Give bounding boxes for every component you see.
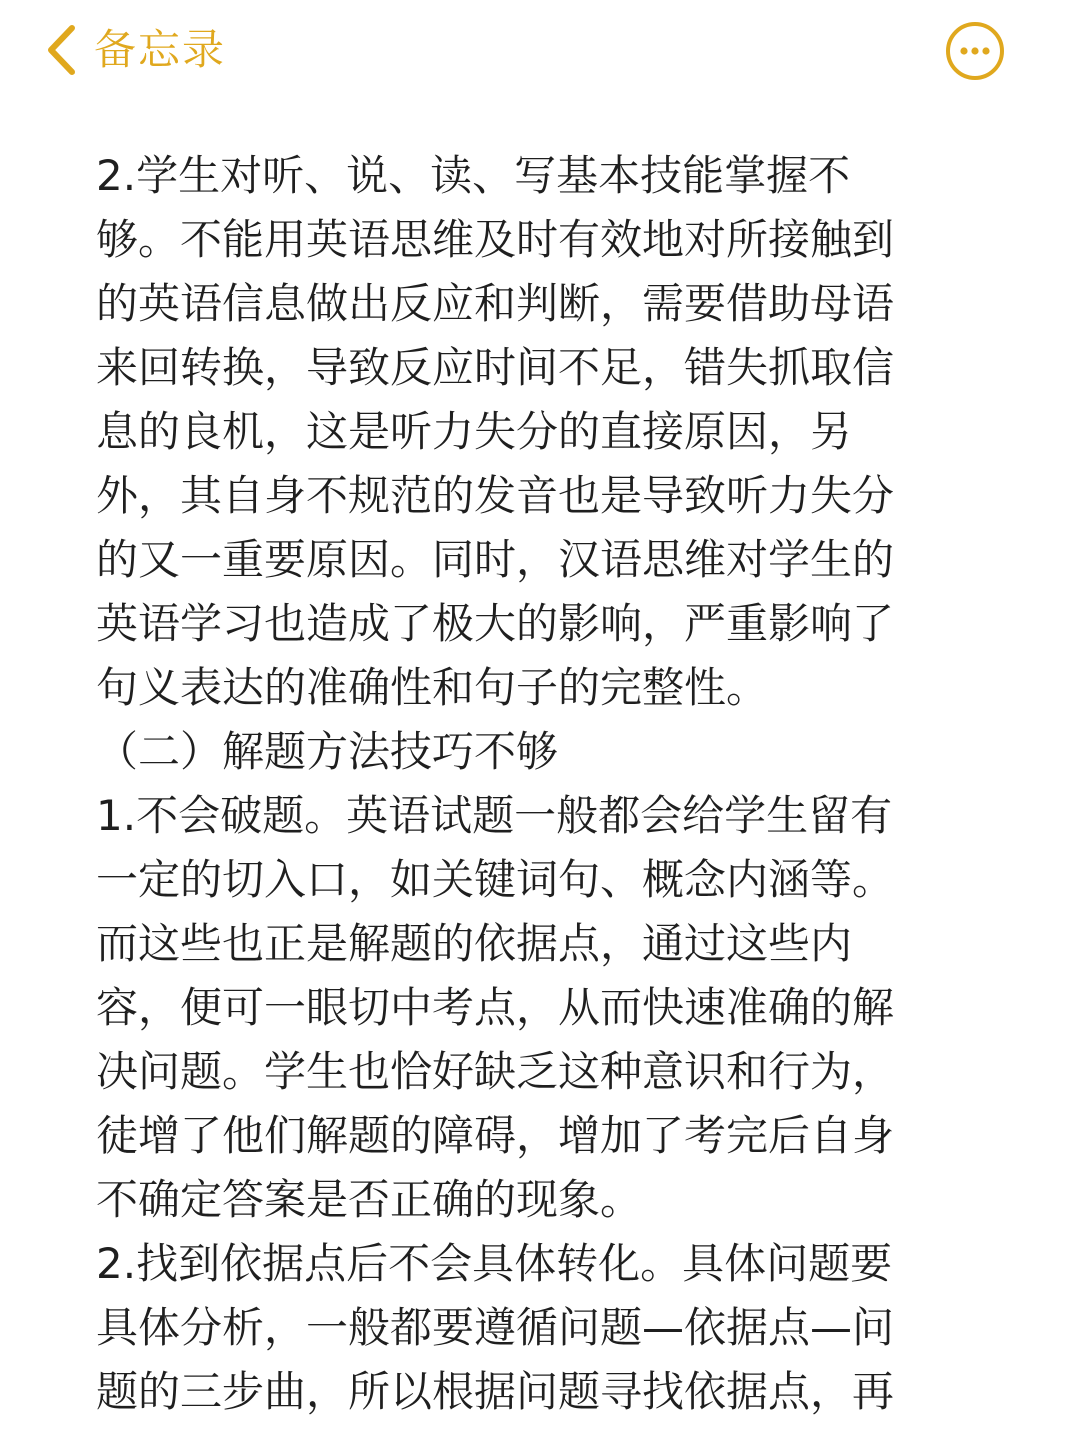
note-line: 容，便可一眼切中考点，从而快速准确的解 bbox=[96, 983, 895, 1032]
note-line: 不确定答案是否正确的现象。 bbox=[96, 1175, 643, 1224]
note-line: 英语学习也造成了极大的影响，严重影响了 bbox=[96, 599, 895, 648]
back-button[interactable] bbox=[44, 18, 226, 82]
note-line: 来回转换，导致反应时间不足，错失抓取信 bbox=[96, 343, 895, 392]
note-line: 一定的切入口，如关键词句、概念内涵等。 bbox=[96, 855, 895, 904]
note-line: 句义表达的准确性和句子的完整性。 bbox=[96, 663, 769, 712]
note-line: 而这些也正是解题的依据点，通过这些内 bbox=[96, 919, 853, 968]
note-line: 够。不能用英语思维及时有效地对所接触到 bbox=[96, 215, 895, 264]
note-line: （二）解题方法技巧不够 bbox=[96, 727, 559, 776]
note-line: 的英语信息做出反应和判断，需要借助母语 bbox=[96, 279, 895, 328]
ellipsis-circle-icon bbox=[944, 20, 1006, 82]
note-line: 决问题。学生也恰好缺乏这种意识和行为， bbox=[96, 1047, 895, 1096]
navigation-bar bbox=[0, 0, 1080, 110]
note-line: 具体分析，一般都要遵循问题—依据点—问 bbox=[96, 1303, 895, 1352]
note-content[interactable] bbox=[96, 144, 966, 1424]
note-line: 2.学生对听、说、读、写基本技能掌握不 bbox=[96, 151, 851, 200]
note-line: 外，其自身不规范的发音也是导致听力失分 bbox=[96, 471, 895, 520]
note-line: 的又一重要原因。同时，汉语思维对学生的 bbox=[96, 535, 895, 584]
back-label: 备忘录 bbox=[94, 25, 227, 74]
note-line: 2.找到依据点后不会具体转化。具体问题要 bbox=[96, 1239, 893, 1288]
chevron-left-icon bbox=[44, 23, 78, 77]
note-line: 1.不会破题。英语试题一般都会给学生留有 bbox=[96, 791, 893, 840]
note-line: 息的良机，这是听力失分的直接原因，另 bbox=[96, 407, 853, 456]
note-line: 题的三步曲，所以根据问题寻找依据点，再 bbox=[96, 1367, 895, 1416]
more-options-button[interactable] bbox=[944, 20, 1006, 82]
note-line: 徒增了他们解题的障碍，增加了考完后自身 bbox=[96, 1111, 895, 1160]
